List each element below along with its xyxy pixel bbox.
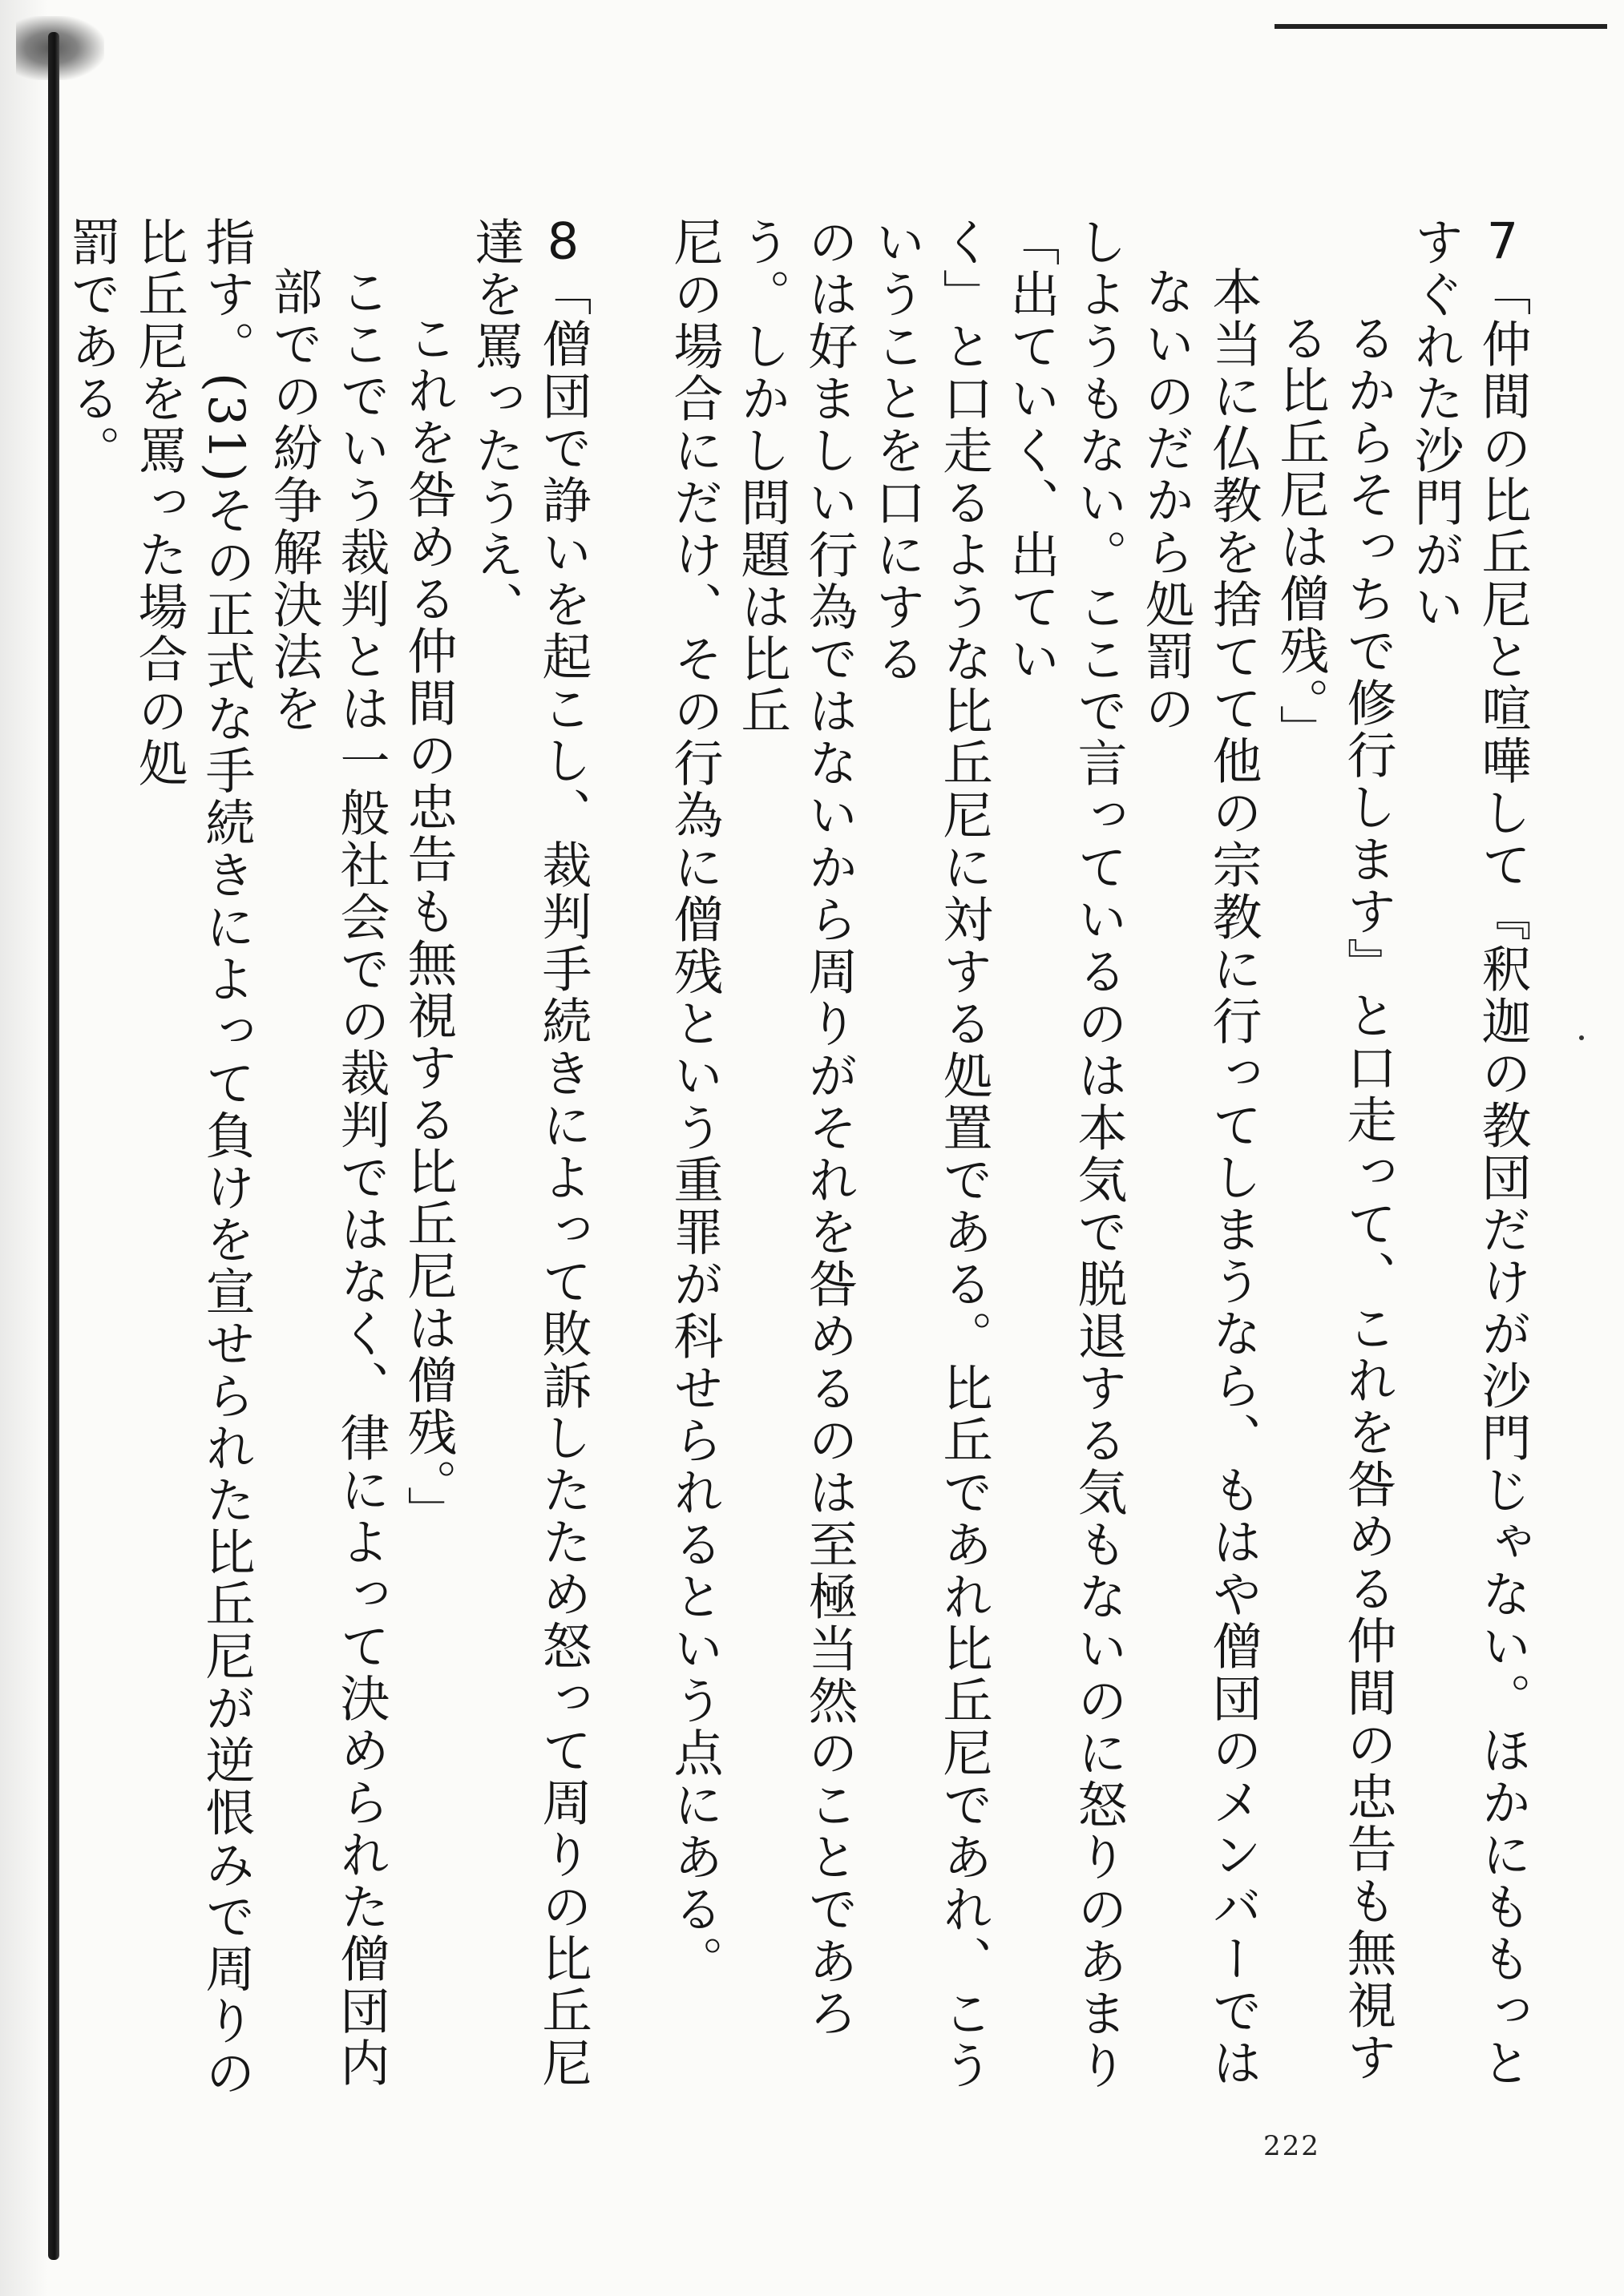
entry-7-commentary-4: のは好ましい行為ではないから周りがそれを咎めるのは至極当然のことであろう。しかし問題は比丘 [733, 216, 858, 2040]
entry-8-commentary-3: 罰である。 [63, 216, 121, 477]
entry-7-commentary-5: 尼の場合にだけ、その行為に僧残という重罪が科せられるという点にある。 [665, 216, 724, 1987]
entry-7-commentary-2: しようもない。ここで言っているのは本気で脱退する気もないのに怒りのあまり「出ていく、出てい [1002, 216, 1128, 2092]
entry-7-commentary-1: 本当に仏教を捨てて他の宗教に行ってしまうなら、もはや僧団のメンバーではないのだから処罰の [1137, 266, 1262, 2089]
entry-8-line-2: これを咎める仲間の忠告も無視する比丘尼は僧残。」 [399, 313, 458, 1538]
entry-text: 「僧団で諍いを起こし、裁判手続きによって敗訴したため怒って周りの比丘尼達を罵ったうえ、 [467, 216, 592, 2089]
entry-8-line-1 [462, 216, 596, 2108]
entry-number: 8 [547, 216, 580, 266]
entry-text: 「仲間の比丘尼と喧嘩して『釈迦の教団だけが沙門じゃない。ほかにももっとすぐれた沙門がい [1406, 216, 1532, 2089]
vertical-text-body [0, 216, 1536, 2108]
entry-8-commentary-2: 指す。(31)その正式な手続きによって負けを宣せられた比丘尼が逆恨みで周りの比丘尼を罵った場合の処 [130, 216, 256, 2100]
entry-7-commentary-3: く」と口走るような比丘尼に対する処置である。比丘であれ比丘尼であれ、こういうことを口にする [867, 216, 993, 2092]
binding-smudge [16, 16, 104, 80]
entry-number: 7 [1486, 216, 1519, 266]
entry-8-commentary-1: ここでいう裁判とは一般社会での裁判ではなく、律によって決められた僧団内部での紛争解決法を [265, 266, 390, 2089]
header-rule [1275, 24, 1607, 29]
entry-7-line-2: るからそっちで修行します』と口走って、これを咎める仲間の忠告も無視する比丘尼は僧残。」 [1271, 313, 1397, 2084]
page-number: 222 [1263, 2130, 1320, 2162]
entry-7-line-1 [1401, 216, 1536, 2108]
scan-speck [1579, 1035, 1584, 1040]
